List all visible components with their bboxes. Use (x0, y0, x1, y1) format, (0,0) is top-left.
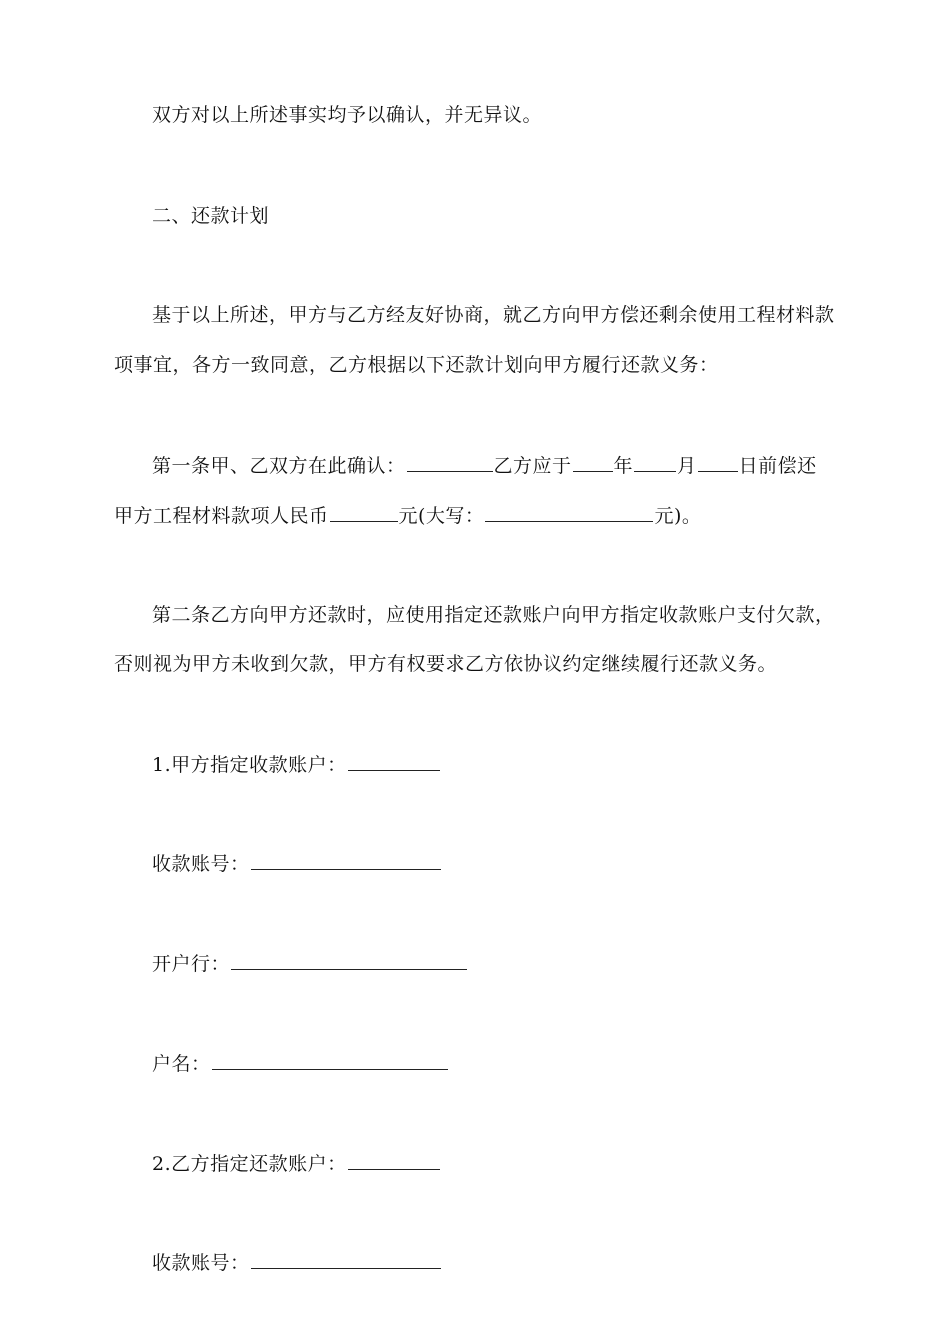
account-number-label-2: 收款账号： (152, 1252, 250, 1274)
item2-account-blank[interactable] (348, 1151, 440, 1170)
item1-bank (152, 951, 468, 976)
item1-account-name (152, 1051, 449, 1076)
bank-label: 开户行： (152, 953, 231, 975)
item1-account-blank[interactable] (348, 752, 440, 771)
article1-text-confirm: 第一条甲、乙双方在此确认： (152, 455, 406, 477)
day-blank[interactable] (698, 453, 738, 472)
item1-label: 1.甲方指定收款账户： (152, 754, 347, 776)
article1-line1 (152, 453, 817, 478)
item2-account-number (152, 1250, 442, 1275)
item1-account-number (152, 851, 442, 876)
account-name-blank[interactable] (212, 1051, 448, 1070)
article1-text-day: 日前偿还 (738, 455, 817, 477)
paragraph-basis-line1: 基于以上所述，甲方与乙方经友好协商，就乙方向甲方偿还剩余使用工程材料款 (152, 304, 835, 326)
month-blank[interactable] (634, 453, 676, 472)
article1-text-rmb: 甲方工程材料款项人民币 (114, 505, 329, 527)
article1-text-month: 月 (677, 455, 697, 477)
year-blank[interactable] (573, 453, 613, 472)
amount-blank[interactable] (407, 453, 493, 472)
item2-label: 2.乙方指定还款账户： (152, 1153, 347, 1175)
article1-line2 (114, 503, 701, 528)
account-number-blank-2[interactable] (251, 1250, 441, 1269)
bank-blank[interactable] (231, 951, 467, 970)
article1-text-year: 年 (613, 455, 634, 477)
capital-amount-blank[interactable] (485, 503, 653, 522)
item1-party-a-account (152, 752, 441, 777)
article1-text-due: 乙方应于 (493, 455, 572, 477)
rmb-amount-blank[interactable] (330, 503, 398, 522)
paragraph-basis-line2: 项事宜，各方一致同意，乙方根据以下还款计划向甲方履行还款义务： (114, 354, 719, 376)
article1-text-capital: 元(大写： (398, 505, 485, 527)
article2-line1: 第二条乙方向甲方还款时，应使用指定还款账户向甲方指定收款账户支付欠款， (152, 604, 835, 626)
article2-line2: 否则视为甲方未收到欠款，甲方有权要求乙方依协议约定继续履行还款义务。 (114, 653, 778, 675)
item2-party-b-account (152, 1151, 441, 1176)
paragraph-confirmation: 双方对以上所述事实均予以确认，并无异议。 (152, 104, 543, 126)
section-heading-repayment-plan: 二、还款计划 (152, 205, 270, 227)
article1-text-end: 元)。 (654, 505, 702, 527)
account-name-label: 户名： (152, 1053, 211, 1075)
account-number-blank[interactable] (251, 851, 441, 870)
account-number-label: 收款账号： (152, 853, 250, 875)
